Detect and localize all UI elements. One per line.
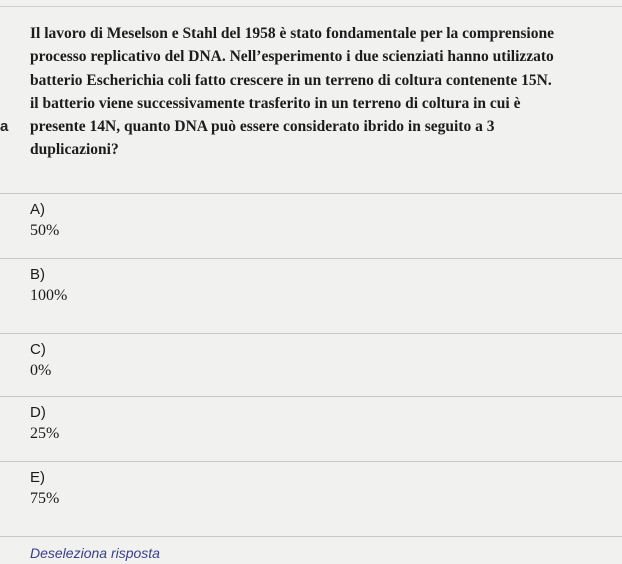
option-value: 75%	[30, 490, 60, 507]
answer-list	[0, 193, 622, 537]
answer-option-e[interactable]	[0, 461, 622, 537]
answer-option-d[interactable]	[0, 396, 622, 461]
answer-option-c[interactable]	[0, 333, 622, 396]
option-letter: B)	[30, 266, 45, 283]
question-side-marker: a	[0, 118, 9, 135]
answer-option-b[interactable]	[0, 258, 622, 333]
option-letter: A)	[30, 201, 45, 218]
answer-option-a[interactable]	[0, 193, 622, 258]
option-letter: C)	[30, 341, 46, 358]
option-letter: E)	[30, 469, 45, 486]
option-value: 0%	[30, 362, 52, 379]
option-letter: D)	[30, 404, 46, 421]
option-value: 50%	[30, 222, 60, 239]
option-value: 100%	[30, 287, 68, 304]
question-text: Il lavoro di Meselson e Stahl del 1958 è stato fondamentale per la comprensione processo replicativo del DNA. Nell’esperimento i due scienziati hanno utilizzato batterio Escherichia coli fatto crescere in un terreno di coltura contenente 15N. il batterio viene successivamente trasferito in un terreno di coltura in cui è presente 14N, quanto DNA può essere considerato ibrido in seguito a 3 duplicazioni?	[30, 25, 554, 159]
top-divider	[0, 0, 622, 7]
option-value: 25%	[30, 425, 60, 442]
deselect-answer-link[interactable]: Deseleziona risposta	[30, 545, 160, 561]
